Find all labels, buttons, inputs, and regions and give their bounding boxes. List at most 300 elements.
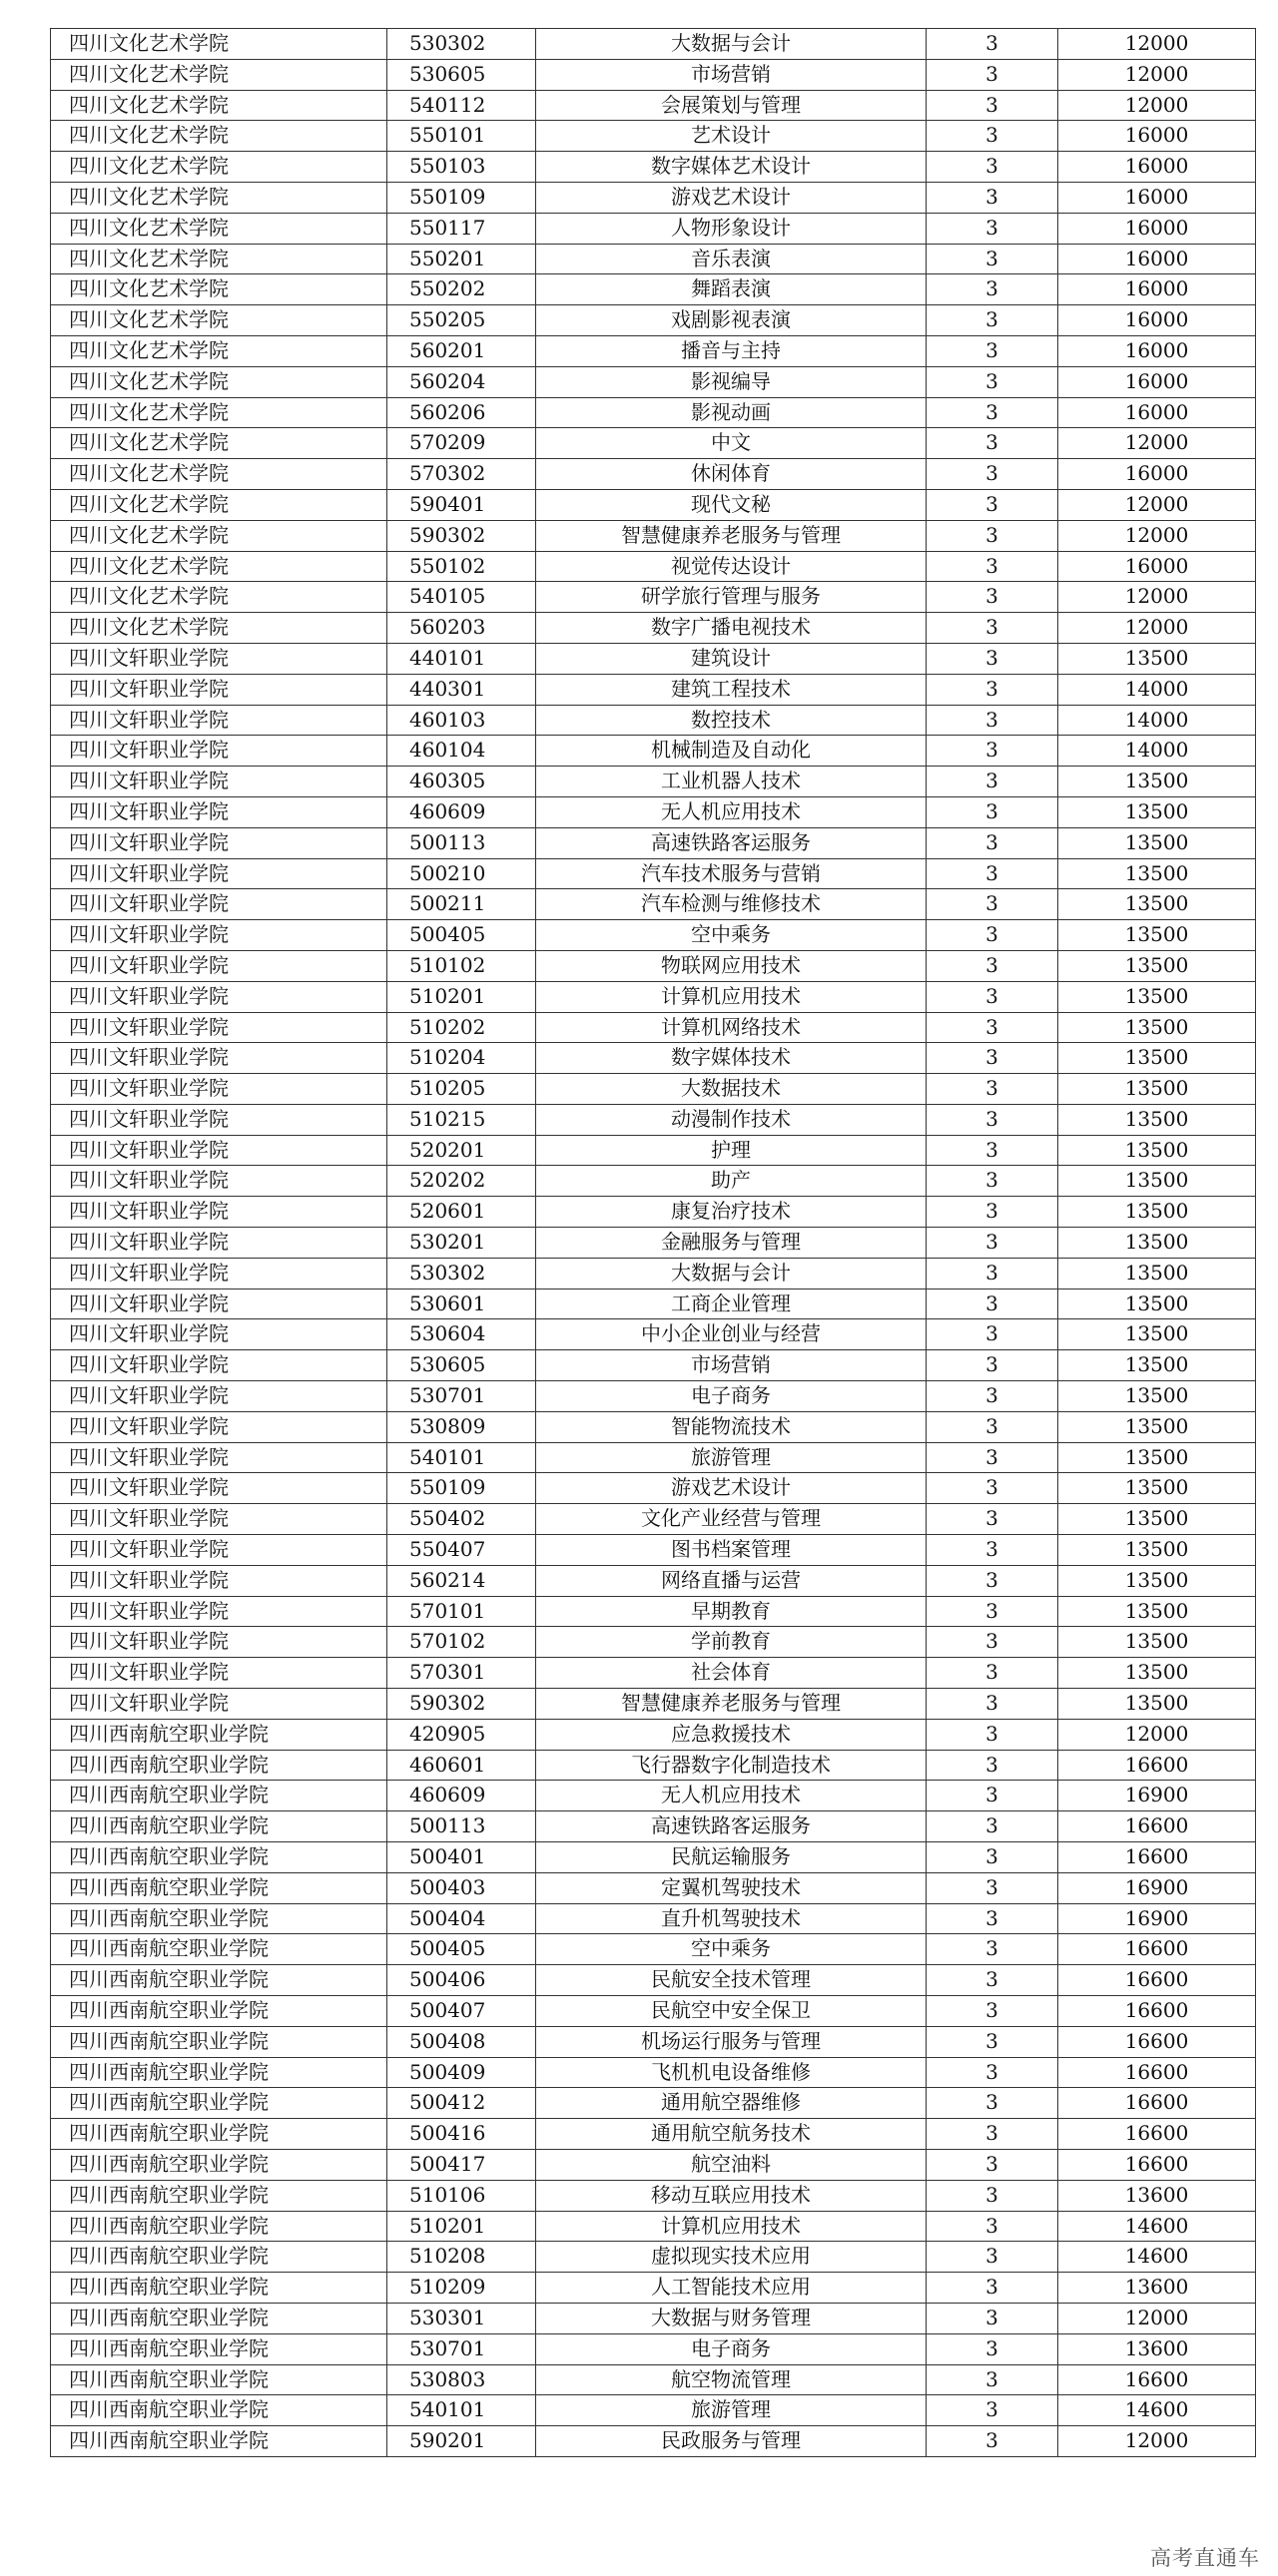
school-cell: 四川文轩职业学院	[51, 1350, 387, 1381]
school-cell: 四川文轩职业学院	[51, 981, 387, 1012]
years-cell: 3	[927, 1197, 1058, 1228]
table-row	[51, 1719, 1256, 1750]
fee-cell: 13500	[1058, 827, 1256, 858]
school-cell: 四川文轩职业学院	[51, 705, 387, 736]
table-row	[51, 1473, 1256, 1504]
school-cell: 四川文轩职业学院	[51, 1228, 387, 1259]
code-cell: 460104	[387, 736, 536, 767]
school-cell: 四川文化艺术学院	[51, 335, 387, 366]
school-cell: 四川文轩职业学院	[51, 767, 387, 797]
years-cell: 3	[927, 1350, 1058, 1381]
years-cell: 3	[927, 613, 1058, 644]
fee-cell: 14600	[1058, 2242, 1256, 2273]
table-row	[51, 244, 1256, 274]
table-row	[51, 2242, 1256, 2273]
fee-cell: 13500	[1058, 1442, 1256, 1473]
table-row	[51, 2426, 1256, 2457]
major-cell: 影视编导	[536, 366, 927, 397]
fee-cell: 13500	[1058, 1535, 1256, 1566]
years-cell: 3	[927, 428, 1058, 459]
code-cell: 500412	[387, 2088, 536, 2119]
school-cell: 四川西南航空职业学院	[51, 1750, 387, 1781]
major-cell: 机械制造及自动化	[536, 736, 927, 767]
table-row	[51, 1504, 1256, 1535]
years-cell: 3	[927, 705, 1058, 736]
major-cell: 建筑工程技术	[536, 674, 927, 705]
school-cell: 四川文轩职业学院	[51, 1258, 387, 1288]
code-cell: 540112	[387, 90, 536, 121]
table-row	[51, 152, 1256, 183]
school-cell: 四川西南航空职业学院	[51, 2211, 387, 2242]
major-cell: 空中乘务	[536, 1934, 927, 1965]
table-row	[51, 767, 1256, 797]
years-cell: 3	[927, 827, 1058, 858]
years-cell: 3	[927, 1535, 1058, 1566]
table-row	[51, 1197, 1256, 1228]
major-cell: 人工智能技术应用	[536, 2273, 927, 2304]
major-cell: 数字媒体艺术设计	[536, 152, 927, 183]
school-cell: 四川西南航空职业学院	[51, 2119, 387, 2150]
years-cell: 3	[927, 767, 1058, 797]
major-cell: 机场运行服务与管理	[536, 2026, 927, 2057]
table-row	[51, 520, 1256, 551]
fee-cell: 12000	[1058, 2426, 1256, 2457]
fee-cell: 16900	[1058, 1872, 1256, 1903]
school-cell: 四川文化艺术学院	[51, 90, 387, 121]
years-cell: 3	[927, 2026, 1058, 2057]
code-cell: 530301	[387, 2303, 536, 2333]
major-cell: 会展策划与管理	[536, 90, 927, 121]
fee-cell: 13500	[1058, 858, 1256, 889]
school-cell: 四川文化艺术学院	[51, 274, 387, 305]
table-row	[51, 1012, 1256, 1043]
table-row	[51, 920, 1256, 951]
major-cell: 护理	[536, 1135, 927, 1166]
fee-cell: 12000	[1058, 90, 1256, 121]
code-cell: 460609	[387, 1781, 536, 1811]
code-cell: 510102	[387, 950, 536, 981]
fee-cell: 16000	[1058, 121, 1256, 152]
code-cell: 560214	[387, 1565, 536, 1596]
code-cell: 530302	[387, 29, 536, 60]
major-cell: 航空物流管理	[536, 2364, 927, 2395]
years-cell: 3	[927, 643, 1058, 674]
years-cell: 3	[927, 1228, 1058, 1259]
code-cell: 540101	[387, 1442, 536, 1473]
school-cell: 四川文轩职业学院	[51, 736, 387, 767]
code-cell: 530605	[387, 59, 536, 90]
table-row	[51, 1411, 1256, 1442]
major-cell: 民政服务与管理	[536, 2426, 927, 2457]
major-cell: 金融服务与管理	[536, 1228, 927, 1259]
fee-cell: 13500	[1058, 643, 1256, 674]
fee-cell: 16000	[1058, 366, 1256, 397]
major-cell: 高速铁路客运服务	[536, 827, 927, 858]
years-cell: 3	[927, 459, 1058, 490]
table-row	[51, 705, 1256, 736]
fee-cell: 16000	[1058, 551, 1256, 582]
school-cell: 四川西南航空职业学院	[51, 2273, 387, 2304]
table-row	[51, 1903, 1256, 1934]
code-cell: 520201	[387, 1135, 536, 1166]
code-cell: 590201	[387, 2426, 536, 2457]
years-cell: 3	[927, 121, 1058, 152]
code-cell: 510208	[387, 2242, 536, 2273]
years-cell: 3	[927, 1811, 1058, 1842]
school-cell: 四川文轩职业学院	[51, 889, 387, 920]
code-cell: 420905	[387, 1719, 536, 1750]
years-cell: 3	[927, 90, 1058, 121]
table-row	[51, 305, 1256, 336]
years-cell: 3	[927, 1872, 1058, 1903]
school-cell: 四川文化艺术学院	[51, 428, 387, 459]
years-cell: 3	[927, 1934, 1058, 1965]
table-row	[51, 1381, 1256, 1412]
school-cell: 四川文化艺术学院	[51, 489, 387, 520]
major-cell: 汽车技术服务与营销	[536, 858, 927, 889]
major-cell: 游戏艺术设计	[536, 1473, 927, 1504]
fee-cell: 12000	[1058, 520, 1256, 551]
major-cell: 音乐表演	[536, 244, 927, 274]
table-row	[51, 827, 1256, 858]
table-row	[51, 613, 1256, 644]
fee-cell: 16600	[1058, 1811, 1256, 1842]
code-cell: 570301	[387, 1658, 536, 1689]
school-cell: 四川文化艺术学院	[51, 551, 387, 582]
table-row	[51, 1104, 1256, 1135]
code-cell: 550205	[387, 305, 536, 336]
years-cell: 3	[927, 2333, 1058, 2364]
code-cell: 510205	[387, 1074, 536, 1105]
code-cell: 460601	[387, 1750, 536, 1781]
years-cell: 3	[927, 1442, 1058, 1473]
school-cell: 四川文轩职业学院	[51, 1135, 387, 1166]
table-row	[51, 1596, 1256, 1627]
school-cell: 四川西南航空职业学院	[51, 1996, 387, 2027]
major-fee-table	[50, 28, 1256, 2457]
years-cell: 3	[927, 2426, 1058, 2457]
major-cell: 工商企业管理	[536, 1288, 927, 1319]
table-row	[51, 90, 1256, 121]
major-cell: 物联网应用技术	[536, 950, 927, 981]
major-cell: 中文	[536, 428, 927, 459]
school-cell: 四川西南航空职业学院	[51, 1872, 387, 1903]
major-cell: 数控技术	[536, 705, 927, 736]
code-cell: 500211	[387, 889, 536, 920]
years-cell: 3	[927, 2119, 1058, 2150]
major-cell: 现代文秘	[536, 489, 927, 520]
years-cell: 3	[927, 2303, 1058, 2333]
major-cell: 康复治疗技术	[536, 1197, 927, 1228]
fee-cell: 13500	[1058, 1135, 1256, 1166]
years-cell: 3	[927, 1135, 1058, 1166]
fee-cell: 13500	[1058, 1012, 1256, 1043]
code-cell: 510204	[387, 1043, 536, 1074]
years-cell: 3	[927, 1719, 1058, 1750]
code-cell: 550201	[387, 244, 536, 274]
code-cell: 530302	[387, 1258, 536, 1288]
table-row	[51, 1965, 1256, 1996]
fee-cell: 13500	[1058, 1197, 1256, 1228]
watermark: 高考直通车	[1150, 2546, 1260, 2570]
code-cell: 590302	[387, 1689, 536, 1720]
years-cell: 3	[927, 489, 1058, 520]
table-row	[51, 121, 1256, 152]
school-cell: 四川西南航空职业学院	[51, 1842, 387, 1873]
fee-cell: 13500	[1058, 1627, 1256, 1658]
table-row	[51, 59, 1256, 90]
table-row	[51, 2333, 1256, 2364]
school-cell: 四川西南航空职业学院	[51, 2180, 387, 2211]
fee-cell: 16600	[1058, 1996, 1256, 2027]
school-cell: 四川文轩职业学院	[51, 1689, 387, 1720]
table-row	[51, 1074, 1256, 1105]
fee-cell: 16000	[1058, 397, 1256, 428]
table-row	[51, 2088, 1256, 2119]
major-cell: 大数据与会计	[536, 29, 927, 60]
fee-cell: 16000	[1058, 213, 1256, 244]
code-cell: 510106	[387, 2180, 536, 2211]
code-cell: 500113	[387, 827, 536, 858]
code-cell: 570102	[387, 1627, 536, 1658]
code-cell: 520202	[387, 1166, 536, 1197]
years-cell: 3	[927, 1781, 1058, 1811]
fee-cell: 13500	[1058, 1504, 1256, 1535]
years-cell: 3	[927, 1043, 1058, 1074]
school-cell: 四川文化艺术学院	[51, 29, 387, 60]
fee-cell: 13500	[1058, 1411, 1256, 1442]
years-cell: 3	[927, 2242, 1058, 2273]
school-cell: 四川文轩职业学院	[51, 1104, 387, 1135]
years-cell: 3	[927, 2149, 1058, 2180]
fee-cell: 12000	[1058, 582, 1256, 613]
code-cell: 500404	[387, 1903, 536, 1934]
table-row	[51, 1934, 1256, 1965]
years-cell: 3	[927, 1750, 1058, 1781]
years-cell: 3	[927, 796, 1058, 827]
years-cell: 3	[927, 2057, 1058, 2088]
school-cell: 四川文化艺术学院	[51, 459, 387, 490]
table-row	[51, 274, 1256, 305]
major-cell: 文化产业经营与管理	[536, 1504, 927, 1535]
school-cell: 四川文轩职业学院	[51, 1473, 387, 1504]
school-cell: 四川文化艺术学院	[51, 182, 387, 213]
fee-cell: 13500	[1058, 767, 1256, 797]
table-row	[51, 1872, 1256, 1903]
years-cell: 3	[927, 1658, 1058, 1689]
code-cell: 500405	[387, 920, 536, 951]
years-cell: 3	[927, 2395, 1058, 2426]
fee-cell: 16000	[1058, 305, 1256, 336]
years-cell: 3	[927, 1627, 1058, 1658]
years-cell: 3	[927, 366, 1058, 397]
school-cell: 四川西南航空职业学院	[51, 1934, 387, 1965]
school-cell: 四川文轩职业学院	[51, 1411, 387, 1442]
fee-cell: 13500	[1058, 1104, 1256, 1135]
years-cell: 3	[927, 1842, 1058, 1873]
table-row	[51, 2303, 1256, 2333]
code-cell: 530701	[387, 2333, 536, 2364]
school-cell: 四川西南航空职业学院	[51, 2057, 387, 2088]
code-cell: 560204	[387, 366, 536, 397]
major-cell: 空中乘务	[536, 920, 927, 951]
school-cell: 四川文轩职业学院	[51, 1288, 387, 1319]
school-cell: 四川西南航空职业学院	[51, 1903, 387, 1934]
major-cell: 虚拟现实技术应用	[536, 2242, 927, 2273]
table-row	[51, 2364, 1256, 2395]
table-row	[51, 858, 1256, 889]
code-cell: 550103	[387, 152, 536, 183]
fee-cell: 16000	[1058, 244, 1256, 274]
fee-cell: 13600	[1058, 2273, 1256, 2304]
years-cell: 3	[927, 1596, 1058, 1627]
school-cell: 四川文轩职业学院	[51, 1596, 387, 1627]
table-row	[51, 2149, 1256, 2180]
major-cell: 大数据与财务管理	[536, 2303, 927, 2333]
major-cell: 图书档案管理	[536, 1535, 927, 1566]
table-row	[51, 1350, 1256, 1381]
years-cell: 3	[927, 335, 1058, 366]
code-cell: 550101	[387, 121, 536, 152]
code-cell: 500408	[387, 2026, 536, 2057]
table-row	[51, 1288, 1256, 1319]
table-row	[51, 1842, 1256, 1873]
school-cell: 四川文化艺术学院	[51, 244, 387, 274]
code-cell: 540101	[387, 2395, 536, 2426]
school-cell: 四川西南航空职业学院	[51, 2333, 387, 2364]
years-cell: 3	[927, 2088, 1058, 2119]
major-cell: 民航安全技术管理	[536, 1965, 927, 1996]
fee-cell: 14600	[1058, 2211, 1256, 2242]
code-cell: 570209	[387, 428, 536, 459]
major-cell: 市场营销	[536, 1350, 927, 1381]
fee-cell: 16000	[1058, 152, 1256, 183]
table-row	[51, 1258, 1256, 1288]
major-cell: 市场营销	[536, 59, 927, 90]
years-cell: 3	[927, 244, 1058, 274]
years-cell: 3	[927, 29, 1058, 60]
fee-cell: 16600	[1058, 2119, 1256, 2150]
years-cell: 3	[927, 1965, 1058, 1996]
fee-cell: 14000	[1058, 736, 1256, 767]
years-cell: 3	[927, 2180, 1058, 2211]
table-row	[51, 1319, 1256, 1350]
major-cell: 研学旅行管理与服务	[536, 582, 927, 613]
code-cell: 500210	[387, 858, 536, 889]
school-cell: 四川西南航空职业学院	[51, 1811, 387, 1842]
table-row	[51, 1166, 1256, 1197]
fee-cell: 13500	[1058, 1596, 1256, 1627]
school-cell: 四川文化艺术学院	[51, 582, 387, 613]
years-cell: 3	[927, 1504, 1058, 1535]
fee-cell: 16600	[1058, 2149, 1256, 2180]
fee-cell: 13500	[1058, 1166, 1256, 1197]
years-cell: 3	[927, 274, 1058, 305]
school-cell: 四川文化艺术学院	[51, 366, 387, 397]
school-cell: 四川文轩职业学院	[51, 674, 387, 705]
table-row	[51, 551, 1256, 582]
major-cell: 人物形象设计	[536, 213, 927, 244]
school-cell: 四川西南航空职业学院	[51, 1719, 387, 1750]
years-cell: 3	[927, 1411, 1058, 1442]
fee-cell: 13600	[1058, 2180, 1256, 2211]
code-cell: 530201	[387, 1228, 536, 1259]
code-cell: 500407	[387, 1996, 536, 2027]
fee-cell: 13500	[1058, 1319, 1256, 1350]
years-cell: 3	[927, 950, 1058, 981]
table-row	[51, 397, 1256, 428]
school-cell: 四川文化艺术学院	[51, 397, 387, 428]
code-cell: 500113	[387, 1811, 536, 1842]
major-cell: 大数据技术	[536, 1074, 927, 1105]
school-cell: 四川文化艺术学院	[51, 213, 387, 244]
table-row	[51, 2395, 1256, 2426]
school-cell: 四川文轩职业学院	[51, 1043, 387, 1074]
years-cell: 3	[927, 582, 1058, 613]
code-cell: 500416	[387, 2119, 536, 2150]
code-cell: 570302	[387, 459, 536, 490]
years-cell: 3	[927, 1996, 1058, 2027]
fee-cell: 12000	[1058, 59, 1256, 90]
years-cell: 3	[927, 182, 1058, 213]
major-cell: 中小企业创业与经营	[536, 1319, 927, 1350]
major-cell: 计算机应用技术	[536, 981, 927, 1012]
code-cell: 550117	[387, 213, 536, 244]
fee-cell: 13500	[1058, 1350, 1256, 1381]
major-cell: 戏剧影视表演	[536, 305, 927, 336]
school-cell: 四川西南航空职业学院	[51, 1965, 387, 1996]
code-cell: 510215	[387, 1104, 536, 1135]
school-cell: 四川文轩职业学院	[51, 1319, 387, 1350]
years-cell: 3	[927, 213, 1058, 244]
school-cell: 四川文轩职业学院	[51, 950, 387, 981]
school-cell: 四川文轩职业学院	[51, 1197, 387, 1228]
school-cell: 四川文化艺术学院	[51, 305, 387, 336]
table-row	[51, 1135, 1256, 1166]
fee-cell: 16000	[1058, 274, 1256, 305]
school-cell: 四川西南航空职业学院	[51, 2364, 387, 2395]
major-cell: 民航运输服务	[536, 1842, 927, 1873]
major-cell: 旅游管理	[536, 2395, 927, 2426]
school-cell: 四川文轩职业学院	[51, 1627, 387, 1658]
school-cell: 四川西南航空职业学院	[51, 2088, 387, 2119]
table-row	[51, 1689, 1256, 1720]
code-cell: 460305	[387, 767, 536, 797]
major-cell: 艺术设计	[536, 121, 927, 152]
table-row	[51, 1442, 1256, 1473]
table-row	[51, 1750, 1256, 1781]
fee-cell: 16600	[1058, 1965, 1256, 1996]
table-row	[51, 2026, 1256, 2057]
school-cell: 四川文化艺术学院	[51, 613, 387, 644]
school-cell: 四川文化艺术学院	[51, 121, 387, 152]
code-cell: 460103	[387, 705, 536, 736]
years-cell: 3	[927, 674, 1058, 705]
fee-cell: 13600	[1058, 2333, 1256, 2364]
school-cell: 四川文轩职业学院	[51, 1074, 387, 1105]
table-row	[51, 2180, 1256, 2211]
years-cell: 3	[927, 2211, 1058, 2242]
code-cell: 440101	[387, 643, 536, 674]
table-row	[51, 2119, 1256, 2150]
major-cell: 工业机器人技术	[536, 767, 927, 797]
code-cell: 440301	[387, 674, 536, 705]
fee-cell: 16600	[1058, 1934, 1256, 1965]
fee-cell: 16000	[1058, 182, 1256, 213]
major-cell: 数字广播电视技术	[536, 613, 927, 644]
code-cell: 550102	[387, 551, 536, 582]
fee-cell: 16900	[1058, 1781, 1256, 1811]
